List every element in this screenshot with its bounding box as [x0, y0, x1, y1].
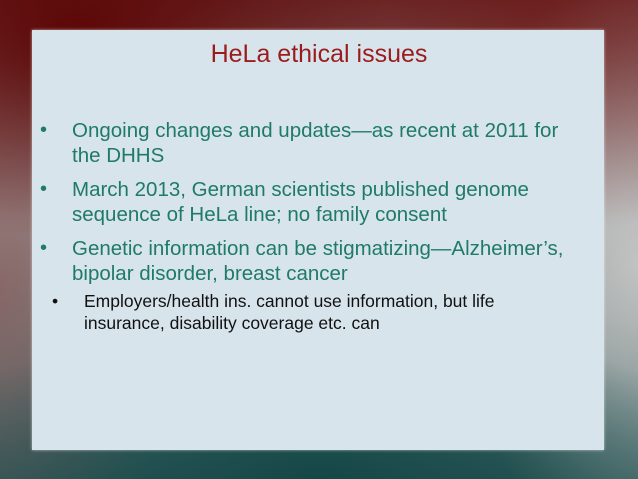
- bullet-item: [38, 118, 578, 168]
- sub-bullet-text: Employers/health ins. cannot use information, but life insurance, disability coverage etc. can: [84, 291, 495, 333]
- sub-bullet-item: [46, 290, 578, 334]
- bullet-text: March 2013, German scientists published genome sequence of HeLa line; no family consent: [72, 178, 529, 226]
- bullet-text: Genetic information can be stigmatizing—Alzheimer’s, bipolar disorder, breast cancer: [72, 237, 564, 285]
- slide-title: HeLa ethical issues: [210, 40, 428, 68]
- sub-bullet-list: [46, 290, 578, 334]
- bullet-list: [38, 118, 578, 343]
- bullet-item: [38, 236, 578, 334]
- bullet-item: [38, 177, 578, 227]
- bullet-text: Ongoing changes and updates—as recent at 2011 for the DHHS: [72, 119, 559, 167]
